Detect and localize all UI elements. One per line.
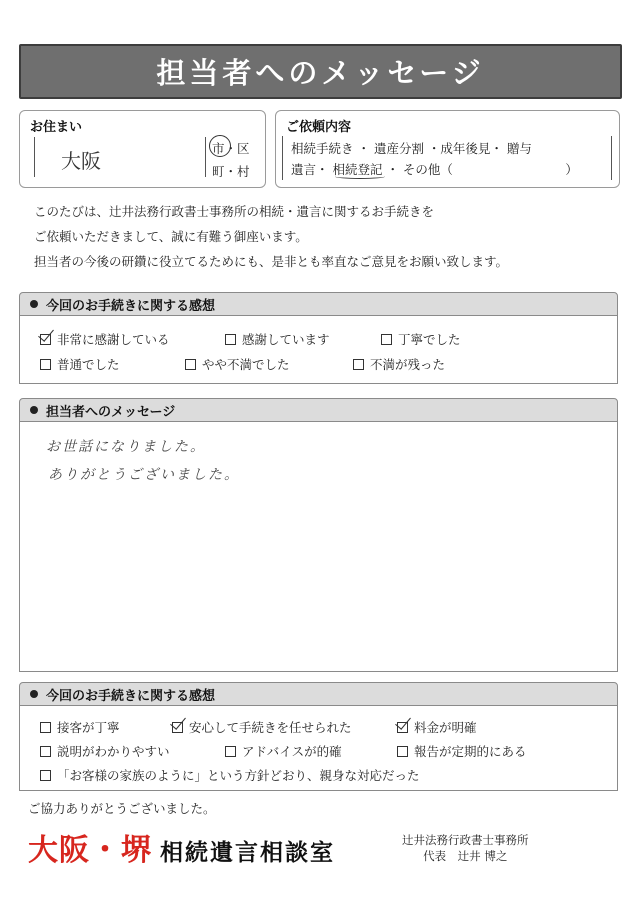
- checkbox-option[interactable]: [397, 718, 477, 736]
- checkbox-option[interactable]: [40, 742, 170, 760]
- address-unit-bottom: 町・村: [212, 164, 250, 179]
- checkbox-option[interactable]: [225, 330, 330, 348]
- option-label: 丁寧でした: [398, 332, 461, 347]
- title-banner: [19, 44, 622, 99]
- address-field[interactable]: [34, 137, 206, 177]
- checkbox-icon: [225, 746, 236, 757]
- section-feedback-header: [19, 682, 618, 706]
- section-impressions-title: 今回のお手続きに関する感想: [46, 298, 216, 314]
- option-label: 感謝しています: [242, 332, 330, 347]
- option-label: 「お客様の家族のように」という方針どおり、親身な対応だった: [57, 768, 420, 783]
- intro-line-3: 担当者の今後の研鑽に役立てるためにも、是非とも率直なご意見をお願い致します。: [34, 254, 509, 269]
- option-label: 不満が残った: [370, 357, 446, 372]
- bullet-icon: [30, 406, 38, 414]
- bullet-icon: [30, 300, 38, 308]
- checkbox-option[interactable]: [40, 330, 170, 348]
- option-label: 料金が明確: [414, 720, 477, 735]
- request-options: [282, 136, 612, 180]
- checkbox-option[interactable]: [225, 742, 342, 760]
- intro-line-2: ご依頼いただきまして、誠に有難う御座います。: [34, 229, 308, 244]
- message-line-2: ありがとうございました。: [48, 467, 240, 483]
- checkbox-icon: [397, 746, 408, 757]
- intro-line-1: このたびは、辻井法務行政書士事務所の相続・遺言に関するお手続きを: [34, 204, 435, 219]
- checkbox-checked-icon: [397, 722, 408, 733]
- request-box: [275, 110, 620, 188]
- section-message-title: 担当者へのメッセージ: [46, 404, 176, 420]
- checkbox-checked-icon: [40, 334, 51, 345]
- page-title: 担当者へのメッセージ: [156, 56, 485, 90]
- office-name: 辻井法務行政書士事務所: [402, 833, 529, 847]
- option-label: 説明がわかりやすい: [57, 744, 170, 759]
- selected-circle-mark: [209, 135, 231, 157]
- handwritten-underline-mark: [335, 174, 385, 179]
- request-line-2: 遺言・ 相続登記 ・ その他（ ）: [291, 162, 578, 177]
- brand-red-text: 大阪・堺: [28, 833, 152, 868]
- checkbox-icon: [40, 722, 51, 733]
- message-area[interactable]: [19, 422, 618, 672]
- checkbox-icon: [40, 359, 51, 370]
- bullet-icon: [30, 690, 38, 698]
- checkbox-option[interactable]: [40, 766, 420, 784]
- section-impressions-header: [19, 292, 618, 316]
- option-label: アドバイスが的確: [242, 744, 342, 759]
- request-label: ご依頼内容: [286, 120, 352, 135]
- option-label: 普通でした: [57, 357, 120, 372]
- office-info: [402, 832, 529, 864]
- option-label: 非常に感謝している: [57, 332, 170, 347]
- checkbox-icon: [185, 359, 196, 370]
- brand-logo: [28, 825, 335, 869]
- section-feedback-title: 今回のお手続きに関する感想: [46, 688, 216, 704]
- representative-name: 代表 辻井 博之: [423, 849, 508, 863]
- message-line-1: お世話になりました。: [46, 439, 206, 455]
- checkbox-option[interactable]: [381, 330, 461, 348]
- checkbox-option[interactable]: [353, 355, 445, 373]
- checkbox-option[interactable]: [172, 718, 352, 736]
- thanks-message: ご協力ありがとうございました。: [28, 801, 216, 816]
- checkbox-icon: [40, 746, 51, 757]
- section-impressions-body: [19, 316, 618, 384]
- option-label: 接客が丁寧: [57, 720, 120, 735]
- option-label: 報告が定期的にある: [414, 744, 527, 759]
- checkbox-option[interactable]: [185, 355, 290, 373]
- request-line-1: 相続手続き ・ 遺産分割 ・成年後見・ 贈与: [291, 141, 532, 156]
- checkbox-checked-icon: [172, 722, 183, 733]
- checkbox-icon: [353, 359, 364, 370]
- checkbox-option[interactable]: [40, 718, 120, 736]
- checkbox-option[interactable]: [40, 355, 120, 373]
- checkbox-icon: [225, 334, 236, 345]
- checkbox-icon: [40, 770, 51, 781]
- option-label: 安心して手続きを任せられた: [189, 720, 352, 735]
- section-message-header: [19, 398, 618, 422]
- option-label: やや不満でした: [202, 357, 290, 372]
- checkbox-option[interactable]: [397, 742, 527, 760]
- checkbox-icon: [381, 334, 392, 345]
- brand-black-text: 相続遺言相談室: [160, 840, 335, 866]
- address-box: [19, 110, 266, 188]
- address-unit-top: 市・区: [212, 141, 250, 156]
- address-label: お住まい: [30, 120, 83, 135]
- section-feedback-body: [19, 706, 618, 791]
- address-value: 大阪: [61, 149, 101, 173]
